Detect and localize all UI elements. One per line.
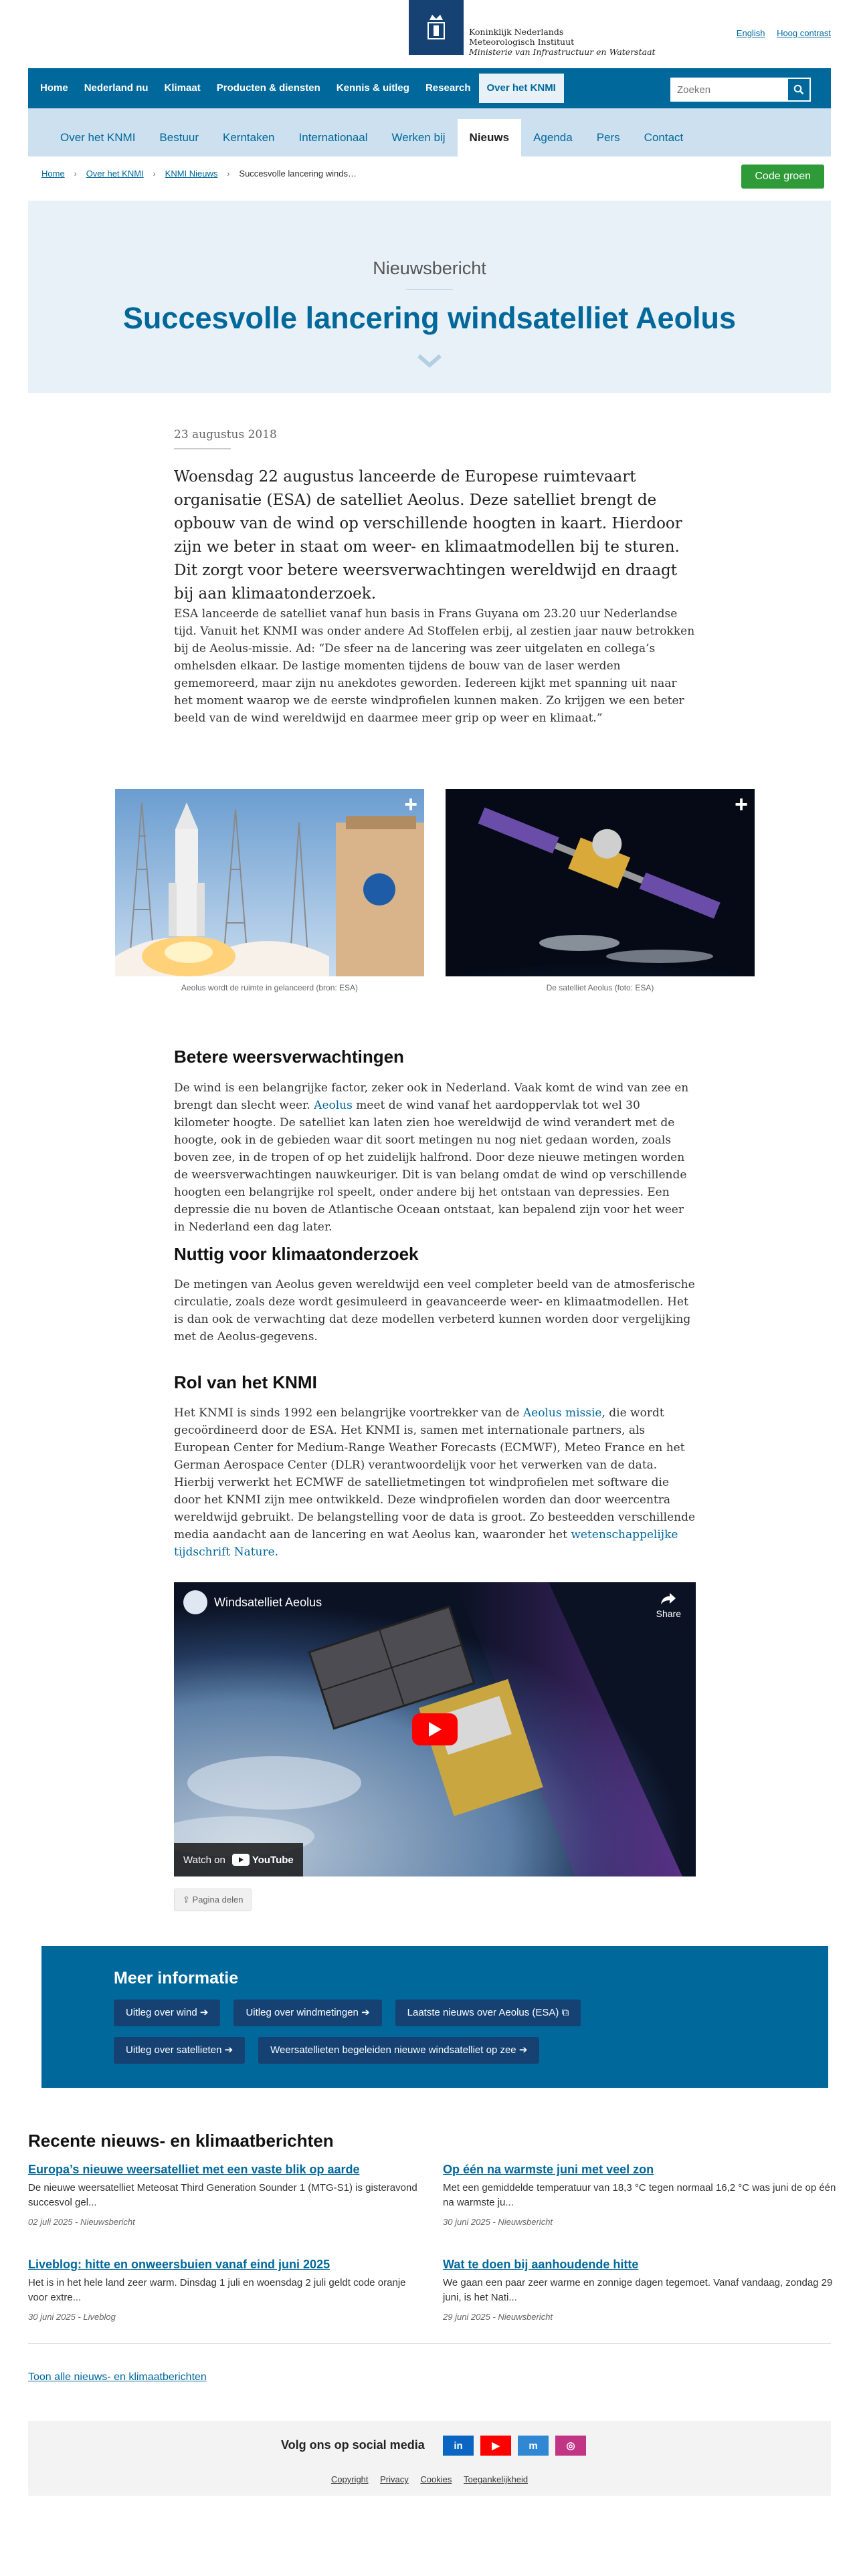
mainnav-item-home[interactable]: Home (40, 82, 68, 94)
footer-link-accessibility[interactable]: Toegankelijkheid (463, 2474, 529, 2484)
expand-icon[interactable]: + (735, 792, 748, 817)
satellite-photo (446, 789, 755, 976)
button-label: Laatste nieuws over Aeolus (ESA) (407, 2007, 559, 2018)
news-item (28, 2163, 423, 2227)
subnav-item-internationaal[interactable]: Internationaal (298, 131, 368, 144)
news-meta: 02 juli 2025 - Nieuwsbericht (28, 2217, 135, 2227)
news-summary: Met een gemiddelde temperatuur van 18,3 °C tegen normaal 16,2 °C was juni de op één na warmste ju... (443, 2182, 836, 2208)
more-info-title: Meer informatie (114, 1969, 239, 1988)
article-lead: Woensdag 22 augustus lanceerde de Europese ruimtevaart organisatie (ESA) de satelliet Aeolus. Deze satelliet brengt de opbouw van de wind op verschillende hoogten in kaart. Hierdoor zijn we beter in staat om weer- en klimaatmodellen bij te sturen. Dit zorgt voor betere weersverwachtingen wereldwijd en draagt bij aan klimaatonderzoek. (174, 468, 682, 603)
news-item (443, 2163, 838, 2227)
recent-news (28, 2131, 836, 2322)
share-arrow-icon (660, 1592, 676, 1605)
subnav-item-kerntaken[interactable]: Kerntaken (223, 131, 275, 144)
english-link[interactable]: English (736, 28, 765, 38)
site-header (0, 0, 859, 68)
rocket-launch-photo (115, 789, 424, 976)
arrow-right-icon: ➔ (224, 2044, 233, 2056)
video-title-bar (183, 1590, 322, 1614)
mainnav-item-research[interactable]: Research (425, 82, 471, 94)
button-label: Uitleg over satellieten (126, 2044, 222, 2056)
news-item (443, 2258, 838, 2322)
footer-link-cookies[interactable]: Cookies (420, 2474, 452, 2484)
breadcrumb-knmi-nieuws[interactable]: KNMI Nieuws (165, 169, 218, 179)
subnav-item-bestuur[interactable]: Bestuur (159, 131, 199, 144)
news-summary: De nieuwe weersatelliet Meteosat Third Generation Sounder 1 (MTG-S1) is gisteravond succesvol gel... (28, 2182, 417, 2208)
section-heading: Rol van het KNMI (174, 1372, 317, 1392)
more-info-button[interactable] (395, 2000, 581, 2026)
article-hero (28, 201, 831, 393)
news-title-link[interactable]: Wat te doen bij aanhoudende hitte (443, 2258, 639, 2271)
breadcrumb-home[interactable]: Home (41, 169, 65, 179)
external-link-icon: ⧉ (561, 2007, 569, 2018)
chevron-down-icon (417, 353, 442, 369)
aeolus-missie-link[interactable]: Aeolus missie (522, 1406, 602, 1420)
more-info-button[interactable] (233, 2000, 381, 2026)
paragraph-text: meet de wind vanaf het aardoppervlak tot wel 30 kilometer hoogte. De satelliet kan laten zien hoe wereldwijd de wind verandert met de hoogte, ook in de gebieden waar dit soort metingen nu nog niet gedaan worden, zoals boven zee, in de tropen of op het zuidelijk halfrond. Door deze nieuwe metingen worden de weersverwachtingen nauwkeuriger. Dit is van belang omdat de wind op verschillende hoogten een belangrijke rol speelt, onder andere bij het ontstaan van depressies. Een depressie die nu boven de Atlantische Oceaan ontstaat, kan bepalend zijn voor het weer in Nederland een dag later. (174, 1099, 687, 1234)
all-news-link[interactable]: Toon alle nieuws- en klimaatberichten (28, 2371, 207, 2383)
launch-figure (115, 789, 424, 992)
channel-avatar[interactable] (183, 1590, 207, 1614)
more-info-button[interactable] (114, 2037, 245, 2064)
divider (174, 448, 231, 449)
logo-line: Meteorologisch Instituut (469, 37, 575, 47)
figure-caption: Aeolus wordt de ruimte in gelanceerd (bron: ESA) (181, 983, 359, 992)
more-info-panel (41, 1946, 828, 2088)
launch-image[interactable] (115, 789, 424, 976)
crown-emblem-icon (423, 11, 450, 44)
news-meta: 29 juni 2025 - Nieuwsbericht (443, 2312, 553, 2322)
logo-line: Ministerie van Infrastructuur en Waterstaat (469, 47, 656, 57)
section-heading: Betere weersverwachtingen (174, 1047, 404, 1067)
mainnav-item-klimaat[interactable]: Klimaat (164, 82, 201, 94)
youtube-video-player[interactable] (174, 1582, 696, 1876)
site-footer (28, 2421, 831, 2496)
article-paragraph: ESA lanceerde de satelliet vanaf hun basis in Frans Guyana om 23.20 uur Nederlandse tijd. Vanuit het KNMI was onder andere Ad Stoffelen erbij, al zestien jaar nauw betrokken bij de Aeolus-missie. Ad: “De sfeer na de lancering was zeer uitgelaten en collega’s omhelsden elkaar. De lastige momenten tijdens de bouw van de laser werden gememoreerd, maar zijn nu anekdotes geworden. Iedereen kijkt met spanning uit naar het moment waarop we de eerste windprofielen kunnen maken. Zo krijgen we een beter beeld van de wind wereldwijd en daarmee meer grip op weer en klimaat.” (174, 607, 695, 725)
rijksoverheid-logo[interactable] (409, 0, 464, 55)
recent-news-title: Recente nieuws- en klimaatberichten (28, 2131, 334, 2151)
paragraph-text: De wind is een belangrijke factor, zeker ook in Nederland. Vaak komt de wind van zee en brengt dan slecht weer. (174, 1081, 689, 1112)
video-share[interactable] (656, 1592, 681, 1619)
arrow-right-icon: ➔ (199, 2007, 209, 2018)
news-title-link[interactable]: Op één na warmste juni met veel zon (443, 2163, 654, 2176)
breadcrumb (41, 169, 357, 179)
share-page-label: Pagina delen (192, 1895, 244, 1905)
mainnav-item-producten[interactable]: Producten & diensten (216, 82, 320, 94)
news-meta: 30 juni 2025 - Nieuwsbericht (443, 2217, 553, 2227)
divider (28, 2343, 831, 2344)
article-paragraph (174, 1079, 696, 1236)
linkedin-icon[interactable]: in (443, 2436, 474, 2456)
high-contrast-link[interactable]: Hoog contrast (777, 28, 831, 38)
youtube-logo-icon (232, 1854, 250, 1866)
subnav-item-nieuws[interactable]: Nieuws (458, 119, 522, 156)
news-summary: Het is in het hele land zeer warm. Dinsdag 1 juli en woensdag 2 juli geldt code oranje voor extre... (28, 2277, 406, 2303)
share-page-button[interactable] (174, 1889, 252, 1911)
subnav-item-contact[interactable]: Contact (644, 131, 684, 144)
button-label: Uitleg over wind (126, 2007, 197, 2018)
youtube-wordmark: YouTube (252, 1854, 294, 1866)
subnav-item-over-het-knmi[interactable]: Over het KNMI (60, 131, 136, 144)
more-info-buttons (114, 2000, 716, 2064)
sub-navigation (28, 108, 831, 156)
watch-on-youtube[interactable] (174, 1843, 303, 1876)
expand-icon[interactable]: + (404, 792, 417, 817)
divider (406, 289, 453, 290)
news-item (28, 2258, 423, 2322)
mainnav-item-kennis[interactable]: Kennis & uitleg (336, 82, 409, 94)
footer-links (28, 2474, 831, 2484)
more-info-button[interactable] (114, 2000, 220, 2026)
news-meta: 30 juni 2025 - Liveblog (28, 2312, 116, 2322)
subnav-item-werken-bij[interactable]: Werken bij (391, 131, 446, 144)
page-title: Succesvolle lancering windsatelliet Aeolus (122, 301, 737, 335)
youtube-icon[interactable]: ▶ (480, 2436, 511, 2456)
news-summary: We gaan een paar zeer warme en zonnige dagen tegemoet. Vanaf vandaag, zondag 29 juni, is het Nati... (443, 2277, 833, 2303)
button-label: Weersatellieten begeleiden nieuwe windsatelliet op zee (270, 2044, 516, 2056)
footer-link-copyright[interactable]: Copyright (330, 2474, 369, 2484)
arrow-right-icon: ➔ (361, 2007, 370, 2018)
paragraph-text: , die wordt gecoördineerd door de ESA. Het KNMI is, samen met internationale partners, als European Center for Medium-Range Weather Forecasts (ECMWF), Meteo France en het German Aerospace Center (DLR) verantwoordelijk voor het verwerken van de data. Hierbij verwerkt het ECMWF de satellietmetingen tot windprofielen met software die door het KNMI zijn mee ontwikkeld. Deze windprofielen worden dan door weercentra wereldwijd gebruikt. De belangstelling voor de data is groot. Zo besteedden verschillende media aandacht aan de lancering en wat Aeolus kan, waaronder het (174, 1406, 696, 1541)
news-title-link[interactable]: Liveblog: hitte en onweersbuien vanaf eind juni 2025 (28, 2258, 330, 2271)
section-heading: Nuttig voor klimaatonderzoek (174, 1244, 419, 1264)
social-links (443, 2436, 586, 2456)
search-input[interactable] (670, 78, 787, 102)
weather-code-button[interactable]: Code groen (741, 165, 824, 189)
satellite-figure (446, 789, 755, 992)
footer-link-privacy[interactable]: Privacy (380, 2474, 409, 2484)
search-icon (793, 84, 804, 95)
satellite-image[interactable] (446, 789, 755, 976)
top-links (727, 28, 831, 38)
chevron-right-icon: › (74, 169, 77, 179)
instagram-icon[interactable]: ◎ (555, 2436, 586, 2456)
video-title[interactable]: Windsatelliet Aeolus (214, 1595, 322, 1609)
play-button[interactable] (412, 1713, 458, 1745)
logo-text (469, 27, 656, 57)
article-paragraph: De metingen van Aeolus geven wereldwijd een veel completer beeld van de atmosferische circulatie, zoals deze wordt gesimuleerd in geavanceerde weer- en klimaatmodellen. Het is dan ook de verwachting dat deze modellen verbeterd kunnen worden door vergelijking met de Aeolus-gegevens. (174, 1278, 695, 1344)
article-kicker: Nieuwsbericht (373, 258, 486, 278)
mainnav-item-over-het-knmi[interactable]: Over het KNMI (479, 74, 564, 103)
search-box (670, 78, 811, 102)
news-title-link[interactable]: Europa’s nieuwe weersatelliet met een vaste blik op aarde (28, 2163, 360, 2176)
arrow-right-icon: ➔ (518, 2044, 528, 2056)
main-navigation (28, 68, 831, 108)
logo-line: Koninklijk Nederlands (469, 27, 564, 37)
more-info-button[interactable] (258, 2037, 539, 2064)
article-paragraph (174, 1404, 696, 1561)
nature-link[interactable]: wetenschappelijke tijdschrift Nature. (174, 1528, 678, 1559)
breadcrumb-over-het-knmi[interactable]: Over het KNMI (86, 169, 144, 179)
breadcrumb-current: Succesvolle lancering winds… (239, 169, 357, 179)
paragraph-text: Het KNMI is sinds 1992 een belangrijke voortrekker van de (174, 1406, 523, 1420)
aeolus-link[interactable]: Aeolus (314, 1099, 353, 1112)
figure-caption: De satelliet Aeolus (foto: ESA) (546, 983, 654, 992)
share-label: Share (656, 1608, 681, 1619)
chevron-right-icon: › (227, 169, 230, 179)
chevron-right-icon: › (153, 169, 156, 179)
search-button[interactable] (787, 78, 811, 102)
button-label: Uitleg over windmetingen (246, 2007, 359, 2018)
social-heading: Volg ons op social media (281, 2438, 425, 2452)
share-icon: ⇪ (183, 1895, 190, 1905)
subnav-item-agenda[interactable]: Agenda (533, 131, 573, 144)
mastodon-icon[interactable]: m (518, 2436, 549, 2456)
watch-on-label: Watch on (183, 1854, 225, 1866)
subnav-item-pers[interactable]: Pers (596, 131, 620, 144)
play-icon (427, 1721, 442, 1737)
mainnav-item-nederland-nu[interactable]: Nederland nu (84, 82, 149, 94)
article-date: 23 augustus 2018 (174, 428, 277, 441)
